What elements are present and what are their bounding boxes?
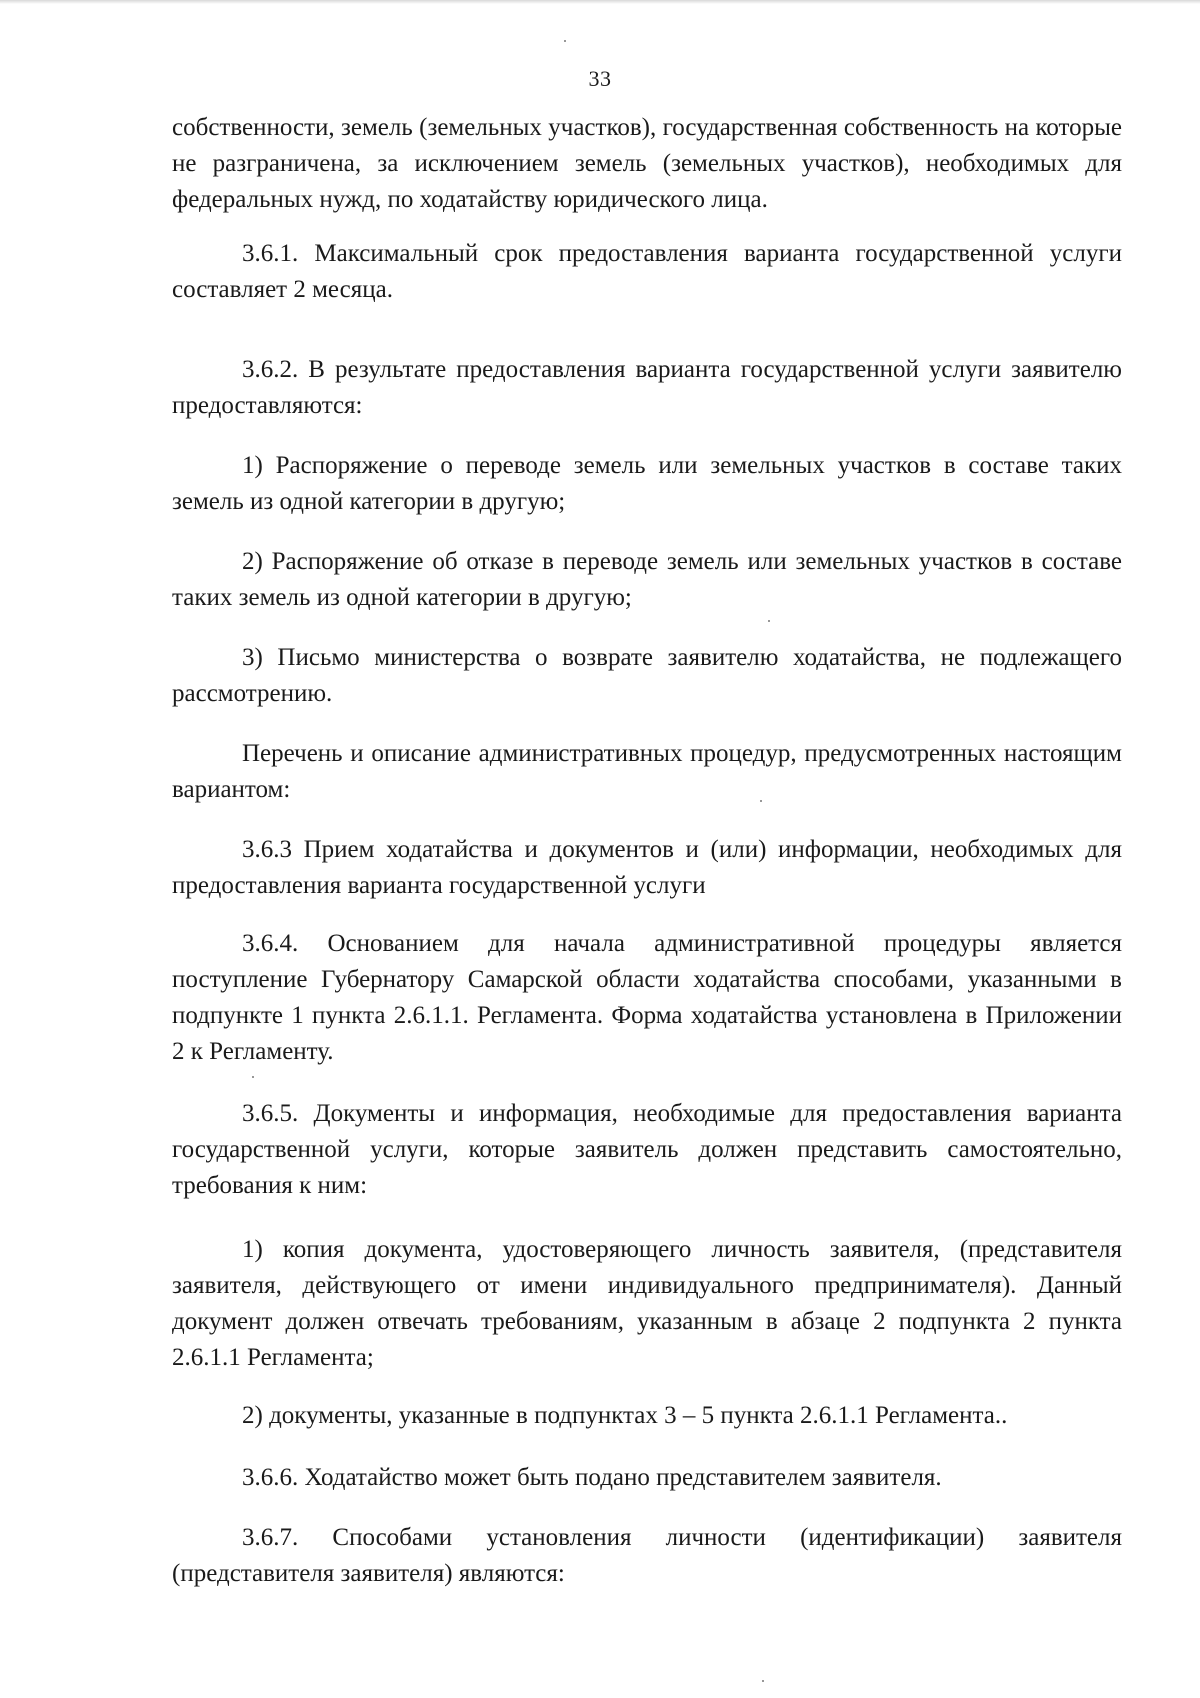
list-item-2: 2) Распоряжение об отказе в переводе земель или земельных участков в составе таких земель из одной категории в другую; [172, 548, 1122, 611]
page-number: 33 [588, 66, 612, 91]
scan-speck [768, 620, 770, 622]
paragraph-3-6-4: 3.6.4. Основанием для начала административной процедуры является поступление Губернатору Самарской области ходатайства способами, указанными в подпункте 1 пункта 2.6.1.1. Регламента. Форма ходатайства установлена в Приложении 2 к Регламенту. [172, 930, 1122, 1065]
scan-speck [762, 1680, 764, 1682]
requirement-item-2: 2) документы, указанные в подпунктах 3 – 5 пункта 2.6.1.1 Регламента.. [242, 1402, 1008, 1429]
scan-speck [760, 800, 762, 802]
paragraph-3-6-7: 3.6.7. Способами установления личности (идентификации) заявителя (представителя заявителя) являются: [172, 1524, 1122, 1587]
paragraph-3-6-1: 3.6.1. Максимальный срок предоставления варианта государственной услуги составляет 2 месяца. [172, 240, 1122, 303]
scan-speck [564, 40, 566, 42]
requirement-item-1: 1) копия документа, удостоверяющего личность заявителя, (представителя заявителя, действующего от имени индивидуального предпринимателя). Данный документ должен отвечать требованиям, указанным в абзаце 2 подпункта 2 пункта 2.6.1.1 Регламента; [172, 1236, 1122, 1371]
scan-top-edge [0, 0, 1200, 4]
paragraph-3-6-2: 3.6.2. В результате предоставления варианта государственной услуги заявителю предоставляются: [172, 356, 1122, 419]
paragraph-3-6-5: 3.6.5. Документы и информация, необходимые для предоставления варианта государственной услуги, которые заявитель должен представить самостоятельно, требования к ним: [172, 1100, 1122, 1199]
paragraph-3-6-6: 3.6.6. Ходатайство может быть подано представителем заявителя. [242, 1464, 942, 1491]
list-item-1: 1) Распоряжение о переводе земель или земельных участков в составе таких земель из одной категории в другую; [172, 452, 1122, 515]
paragraph-continuation: собственности, земель (земельных участков), государственная собственность на которые не разграничена, за исключением земель (земельных участков), необходимых для федеральных нужд, по ходатайству юридического лица. [172, 114, 1122, 213]
paragraph-3-6-3: 3.6.3 Прием ходатайства и документов и (или) информации, необходимых для предоставления варианта государственной услуги [172, 836, 1122, 899]
list-item-3: 3) Письмо министерства о возврате заявителю ходатайства, не подлежащего рассмотрению. [172, 644, 1122, 707]
paragraph-procedures-list: Перечень и описание административных процедур, предусмотренных настоящим вариантом: [172, 740, 1122, 803]
scan-speck [252, 1076, 254, 1078]
